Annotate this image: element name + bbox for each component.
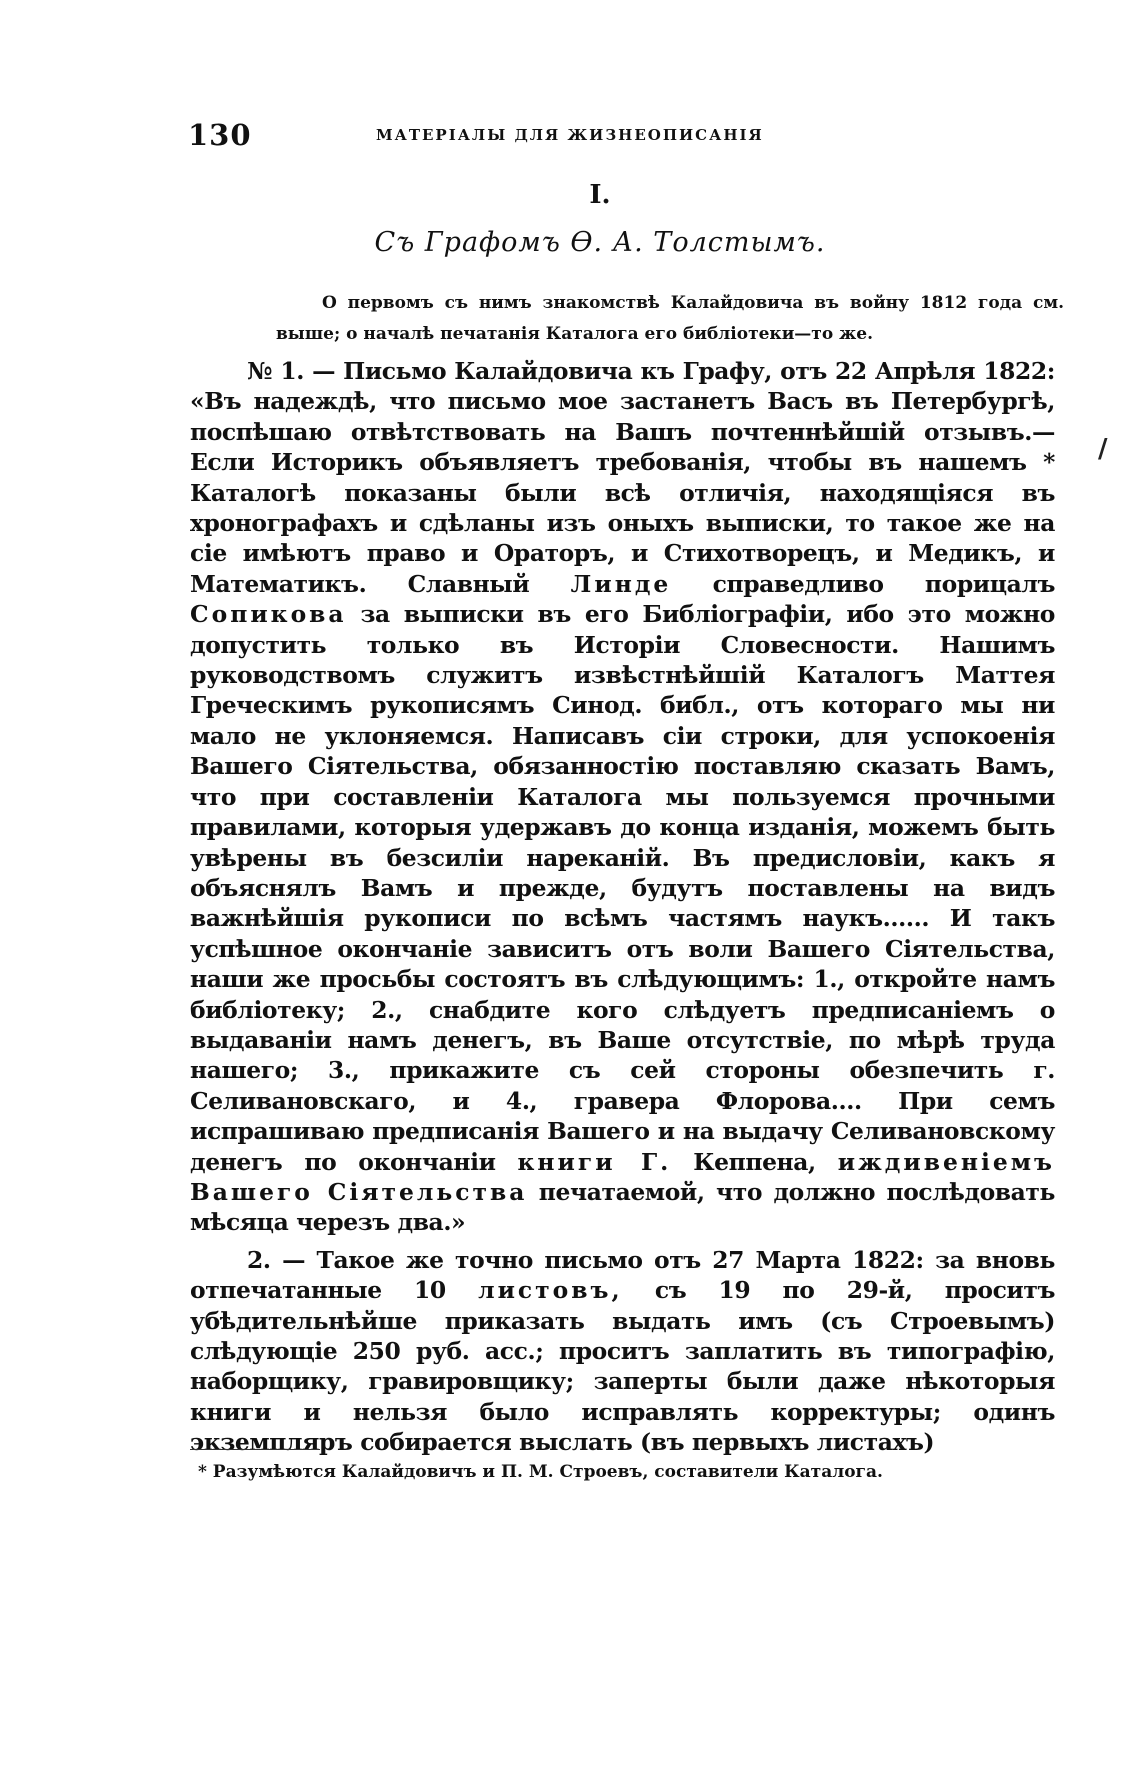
letter-1-text-c: за выписки въ его Библіографіи, ибо это можно допустить только въ Исторіи Словесности. Нашимъ руководствомъ служитъ извѣстнѣйшій Каталогъ Маттея Греческимъ рукописямъ Синод. библ., отъ котораго мы ни мало не уклоняемся. Написавъ сіи строки, для успокоенія Вашего Сіятельства, обязанностію поставляю сказать Вамъ, что при составленіи Каталога мы пользуемся прочными правилами, которыя удержавъ до конца изданія, можемъ быть увѣрены въ безсиліи нареканій. Въ предисловіи, какъ я объяснялъ Вамъ и прежде, будутъ поставлены на видъ важнѣйшія рукописи по всѣмъ частямъ наукъ...... И такъ успѣшное окончаніе зависитъ отъ воли Вашего Сіятельства, наши же просьбы состоятъ въ слѣдующимъ: 1., откройте намъ библіотеку; 2., снабдите кого слѣдуетъ предписаніемъ о выдаваніи намъ денегъ, въ Ваше отсутствіе, по мѣрѣ труда нашего; 3., прикажите съ сей стороны обезпечить г. Селивановскаго, и 4., гравера Флорова.... При семъ испрашиваю предписанія Вашего и на выдачу Селивановскому денегъ по окончаніи: [190, 600, 1055, 1176]
letter-1-text-a: № 1. — Письмо Калайдовича къ Графу, отъ 22 Апрѣля 1822: «Въ надеждѣ, что письмо мое застанетъ Васъ въ Петербургѣ, поспѣшаю отвѣтствовать на Вашъ почтеннѣйшій отзывъ.—Если Историкъ объявляетъ требованія, чтобы въ нашемъ * Каталогѣ показаны были всѣ отличія, находящіяся въ хронографахъ и сдѣланы изъ оныхъ выписки, то такое же на сіе имѣютъ право и Ораторъ, и Стихотворецъ, и Медикъ, и Математикъ. Славный: [190, 357, 1055, 598]
letter-1-linde: Линде: [570, 569, 672, 598]
letter-1-text-b: справедливо порицалъ: [712, 569, 1055, 598]
letter-2-listov: листовъ,: [478, 1276, 623, 1305]
letter-1-knigi: книги Г.: [517, 1147, 672, 1176]
letter-1-sopikov: Сопикова: [190, 600, 347, 629]
letter-1-paragraph: [190, 356, 1055, 1238]
footnote-divider: [190, 1449, 320, 1450]
letter-2-text-a: 2. — Такое же точно письмо отъ 27 Марта 1822: за вновь отпечатанные 10: [190, 1245, 1055, 1305]
margin-mark: /: [1098, 434, 1108, 464]
page-header: [188, 118, 1058, 158]
intro-note: О первомъ съ нимъ знакомствѣ Калайдовича въ войну 1812 года см. выше; о началѣ печатанія Каталога его библіотеки—то же.: [276, 293, 1064, 344]
letter-1-text-e: печатаемой, что должно послѣдовать мѣсяца черезъ два.»: [190, 1177, 1055, 1237]
letter-1-text-d: Кеппена,: [693, 1147, 816, 1176]
letter-2-paragraph: [190, 1245, 1055, 1458]
letter-2-text-b: съ 19 по 29-й, проситъ убѣдительнѣйше приказать выдать имъ (съ Строевымъ) слѣдующіе 250 руб. асс.; проситъ заплатить въ типографію, наборщику, гравировщику; заперты были даже нѣкоторыя книги и нельзя было исправлять корректуры; одинъ экземпляръ собирается выслать (въ первыхъ листахъ): [190, 1276, 1056, 1457]
running-head: МАТЕРІАЛЫ ДЛЯ ЖИЗНЕОПИСАНІЯ: [376, 126, 764, 144]
letter-1-izhdiveniem: иждивеніемъ Вашего Сіятельства: [190, 1147, 1055, 1206]
section-title: Съ Графомъ Ѳ. А. Толстымъ.: [374, 227, 826, 258]
body-text: [190, 356, 1055, 1458]
section-numeral: I.: [589, 180, 611, 210]
page-number: 130: [188, 118, 252, 152]
footnote: * Разумѣются Калайдовичъ и П. М. Строевъ, составители Каталога.: [198, 1462, 883, 1482]
